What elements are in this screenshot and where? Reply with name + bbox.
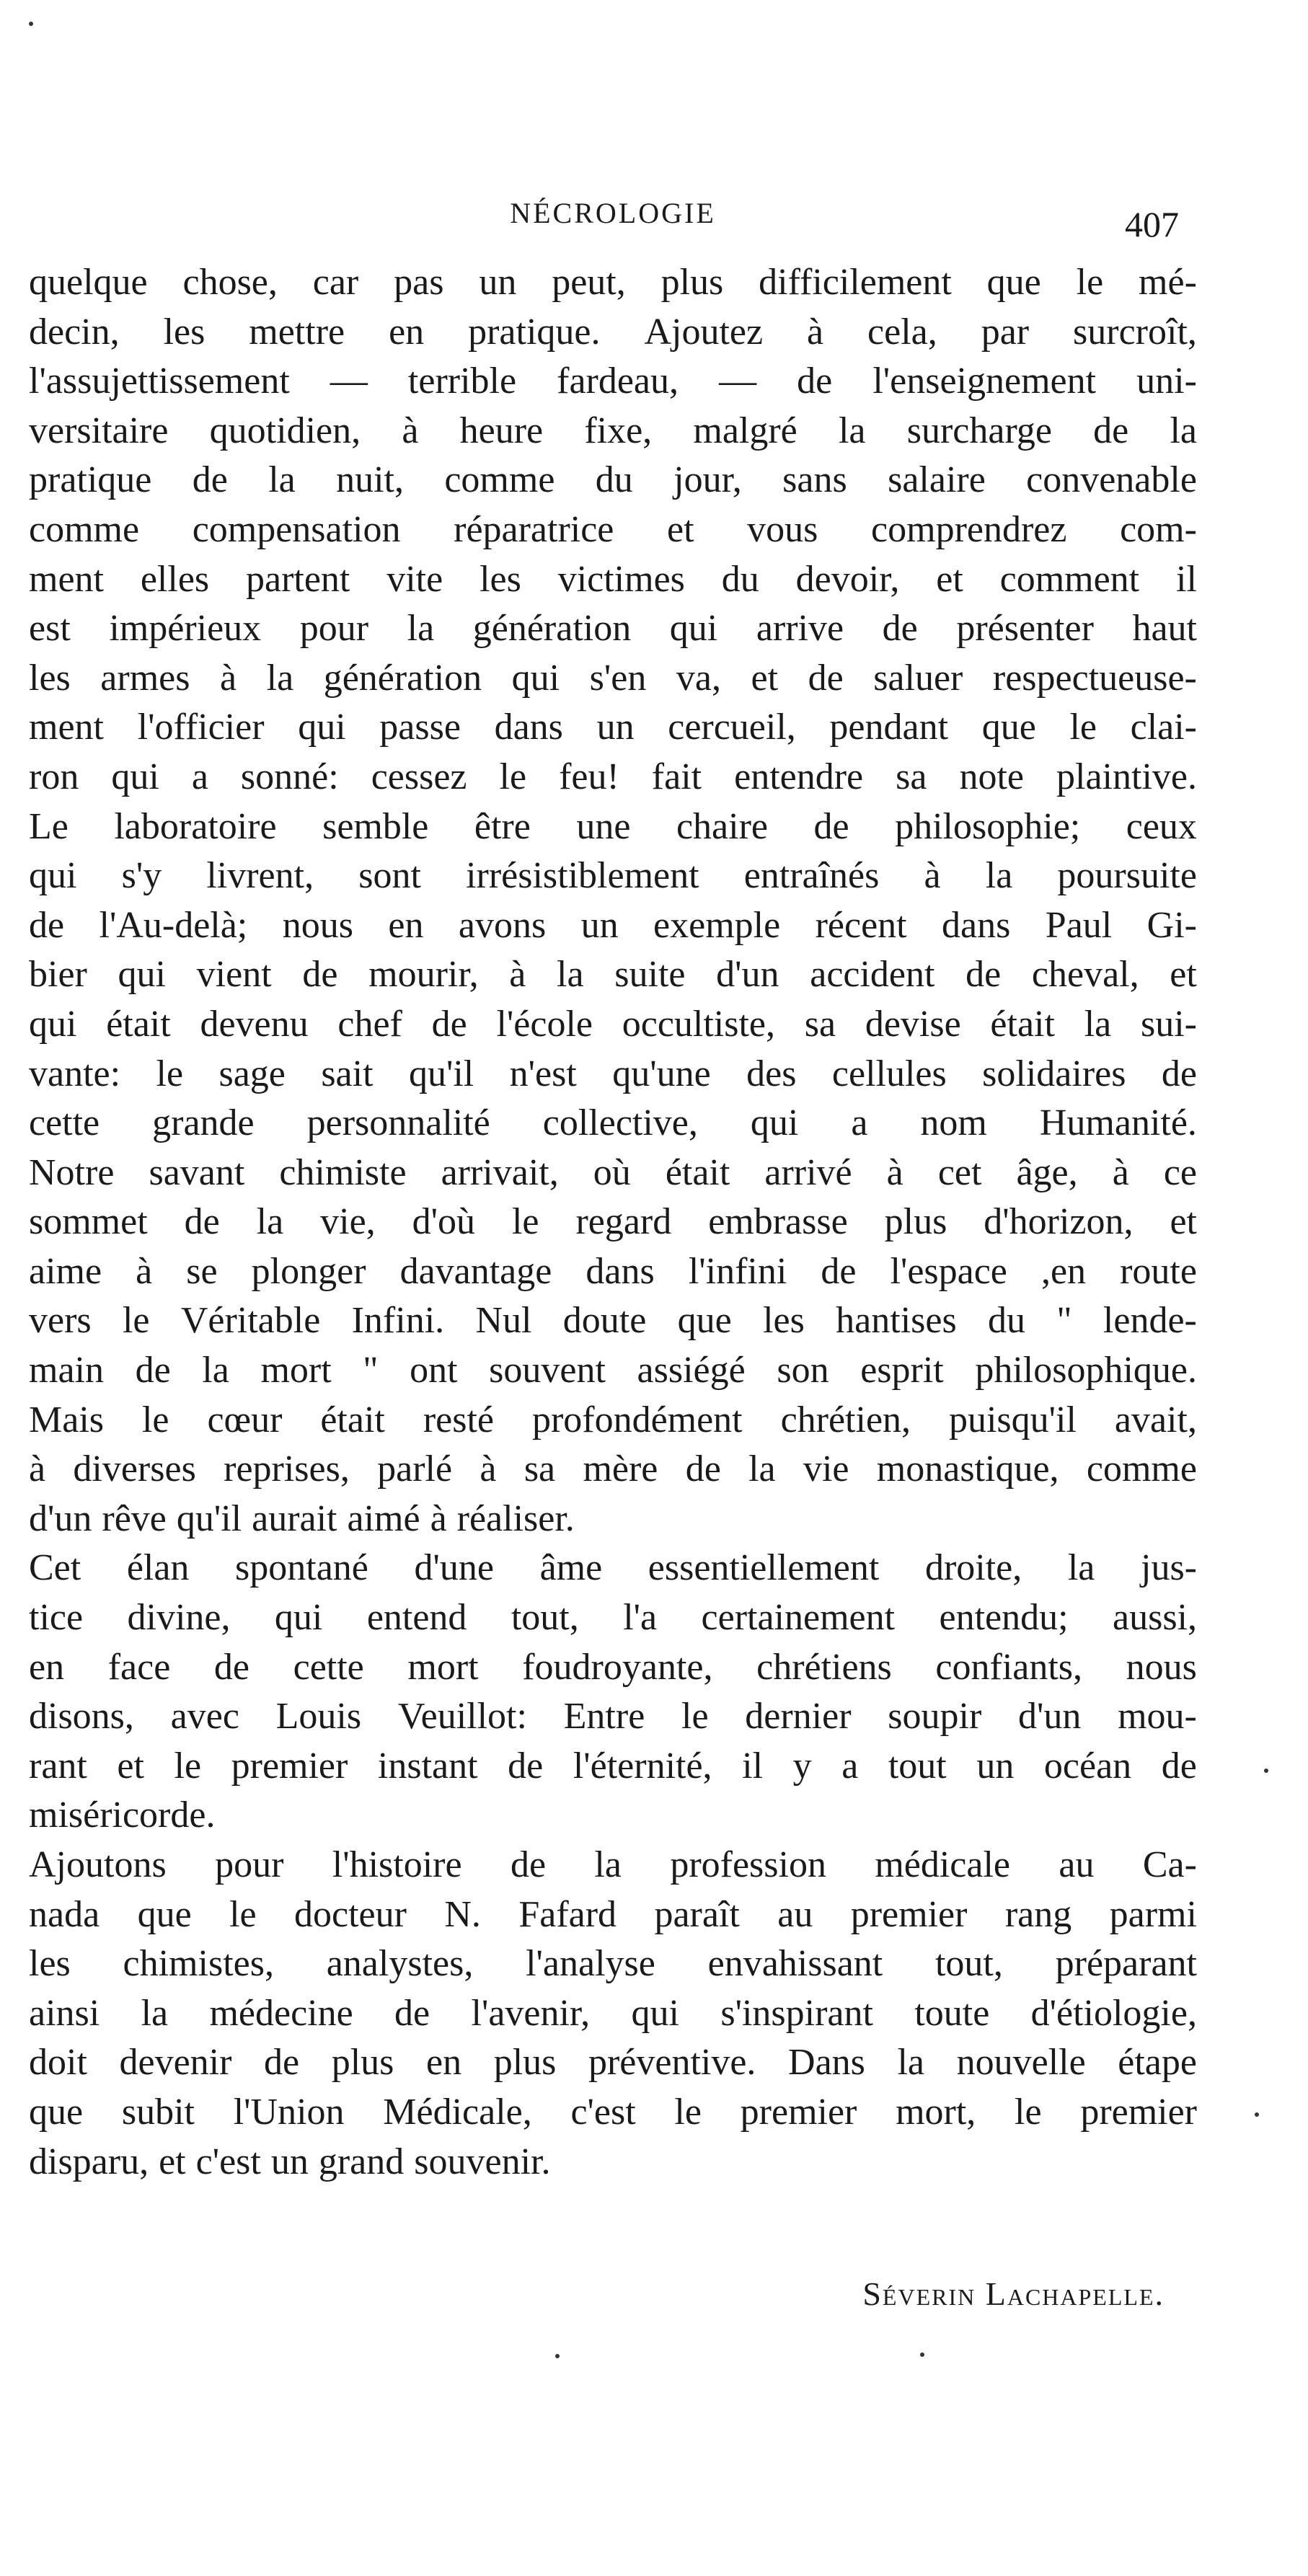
article-body bbox=[29, 258, 1197, 2187]
scan-speck bbox=[555, 2354, 560, 2358]
text-line: Mais le cœur était resté profondément chrétien, puisqu'il avait, bbox=[29, 1399, 1197, 1440]
text-line: à diverses reprises, parlé à sa mère de la vie monastique, comme bbox=[29, 1448, 1197, 1490]
text-line: ment l'officier qui passe dans un cercueil, pendant que le clai- bbox=[29, 707, 1197, 748]
text-line: rant et le premier instant de l'éternité, il y a tout un océan de bbox=[29, 1745, 1197, 1787]
text-line: pratique de la nuit, comme du jour, sans salaire convenable bbox=[29, 459, 1197, 501]
text-line: miséricorde. bbox=[29, 1794, 216, 1836]
text-line: l'assujettissement — terrible fardeau, — de l'enseignement uni- bbox=[29, 360, 1197, 402]
text-line: bier qui vient de mourir, à la suite d'un accident de cheval, et bbox=[29, 954, 1197, 996]
text-line: ainsi la médecine de l'avenir, qui s'inspirant toute d'étiologie, bbox=[29, 1992, 1197, 2034]
text-line: de l'Au-delà; nous en avons un exemple récent dans Paul Gi- bbox=[29, 904, 1197, 946]
text-line: Ajoutons pour l'histoire de la profession médicale au Ca- bbox=[29, 1844, 1197, 1885]
text-line: main de la mort " ont souvent assiégé son esprit philosophique. bbox=[29, 1350, 1197, 1391]
text-line: comme compensation réparatrice et vous comprendrez com- bbox=[29, 508, 1197, 550]
text-line: quelque chose, car pas un peut, plus difficilement que le mé- bbox=[29, 262, 1197, 303]
text-line: ment elles partent vite les victimes du devoir, et comment il bbox=[29, 558, 1197, 600]
text-line: nada que le docteur N. Fafard paraît au premier rang parmi bbox=[29, 1893, 1197, 1935]
text-line: que subit l'Union Médicale, c'est le premier mort, le premier bbox=[29, 2091, 1197, 2133]
text-line: vante: le sage sait qu'il n'est qu'une des cellules solidaires de bbox=[29, 1053, 1197, 1094]
text-line: les chimistes, analystes, l'analyse envahissant tout, préparant bbox=[29, 1943, 1197, 1985]
text-line: est impérieux pour la génération qui arrive de présenter haut bbox=[29, 608, 1197, 650]
text-line: ron qui a sonné: cessez le feu! fait entendre sa note plaintive. bbox=[29, 756, 1197, 797]
text-line: qui s'y livrent, sont irrésistiblement entraînés à la poursuite bbox=[29, 855, 1197, 897]
text-line: Notre savant chimiste arrivait, où était arrivé à cet âge, à ce bbox=[29, 1151, 1197, 1193]
text-line: sommet de la vie, d'où le regard embrasse plus d'horizon, et bbox=[29, 1201, 1197, 1243]
page-number: 407 bbox=[1125, 204, 1179, 244]
text-line: aime à se plonger davantage dans l'infini de l'espace ,en route bbox=[29, 1250, 1197, 1292]
text-line: Le laboratoire semble être une chaire de philosophie; ceux bbox=[29, 805, 1197, 847]
text-line: doit devenir de plus en plus préventive. Dans la nouvelle étape bbox=[29, 2042, 1197, 2084]
text-line: qui était devenu chef de l'école occultiste, sa devise était la sui- bbox=[29, 1003, 1197, 1045]
text-line: tice divine, qui entend tout, l'a certainement entendu; aussi, bbox=[29, 1597, 1197, 1639]
text-line: cette grande personnalité collective, qui a nom Humanité. bbox=[29, 1102, 1197, 1144]
text-line: decin, les mettre en pratique. Ajoutez à cela, par surcroît, bbox=[29, 311, 1197, 353]
text-line: disparu, et c'est un grand souvenir. bbox=[29, 2141, 551, 2182]
scan-speck bbox=[920, 2353, 924, 2357]
text-line: versitaire quotidien, à heure fixe, malgré la surcharge de la bbox=[29, 410, 1197, 451]
running-header-title: NÉCROLOGIE bbox=[510, 197, 716, 229]
text-line: disons, avec Louis Veuillot: Entre le dernier soupir d'un mou- bbox=[29, 1696, 1197, 1738]
text-line: d'un rêve qu'il aurait aimé à réaliser. bbox=[29, 1497, 575, 1539]
author-signature: Séverin Lachapelle. bbox=[862, 2275, 1165, 2312]
scan-speck bbox=[29, 22, 33, 26]
text-line: les armes à la génération qui s'en va, et de saluer respectueuse- bbox=[29, 657, 1197, 699]
text-line: vers le Véritable Infini. Nul doute que les hantises du " lende- bbox=[29, 1300, 1197, 1342]
scan-speck bbox=[1264, 1769, 1268, 1773]
scan-speck bbox=[1255, 2112, 1259, 2117]
text-line: en face de cette mort foudroyante, chrétiens confiants, nous bbox=[29, 1646, 1197, 1688]
text-line: Cet élan spontané d'une âme essentiellement droite, la jus- bbox=[29, 1547, 1197, 1589]
